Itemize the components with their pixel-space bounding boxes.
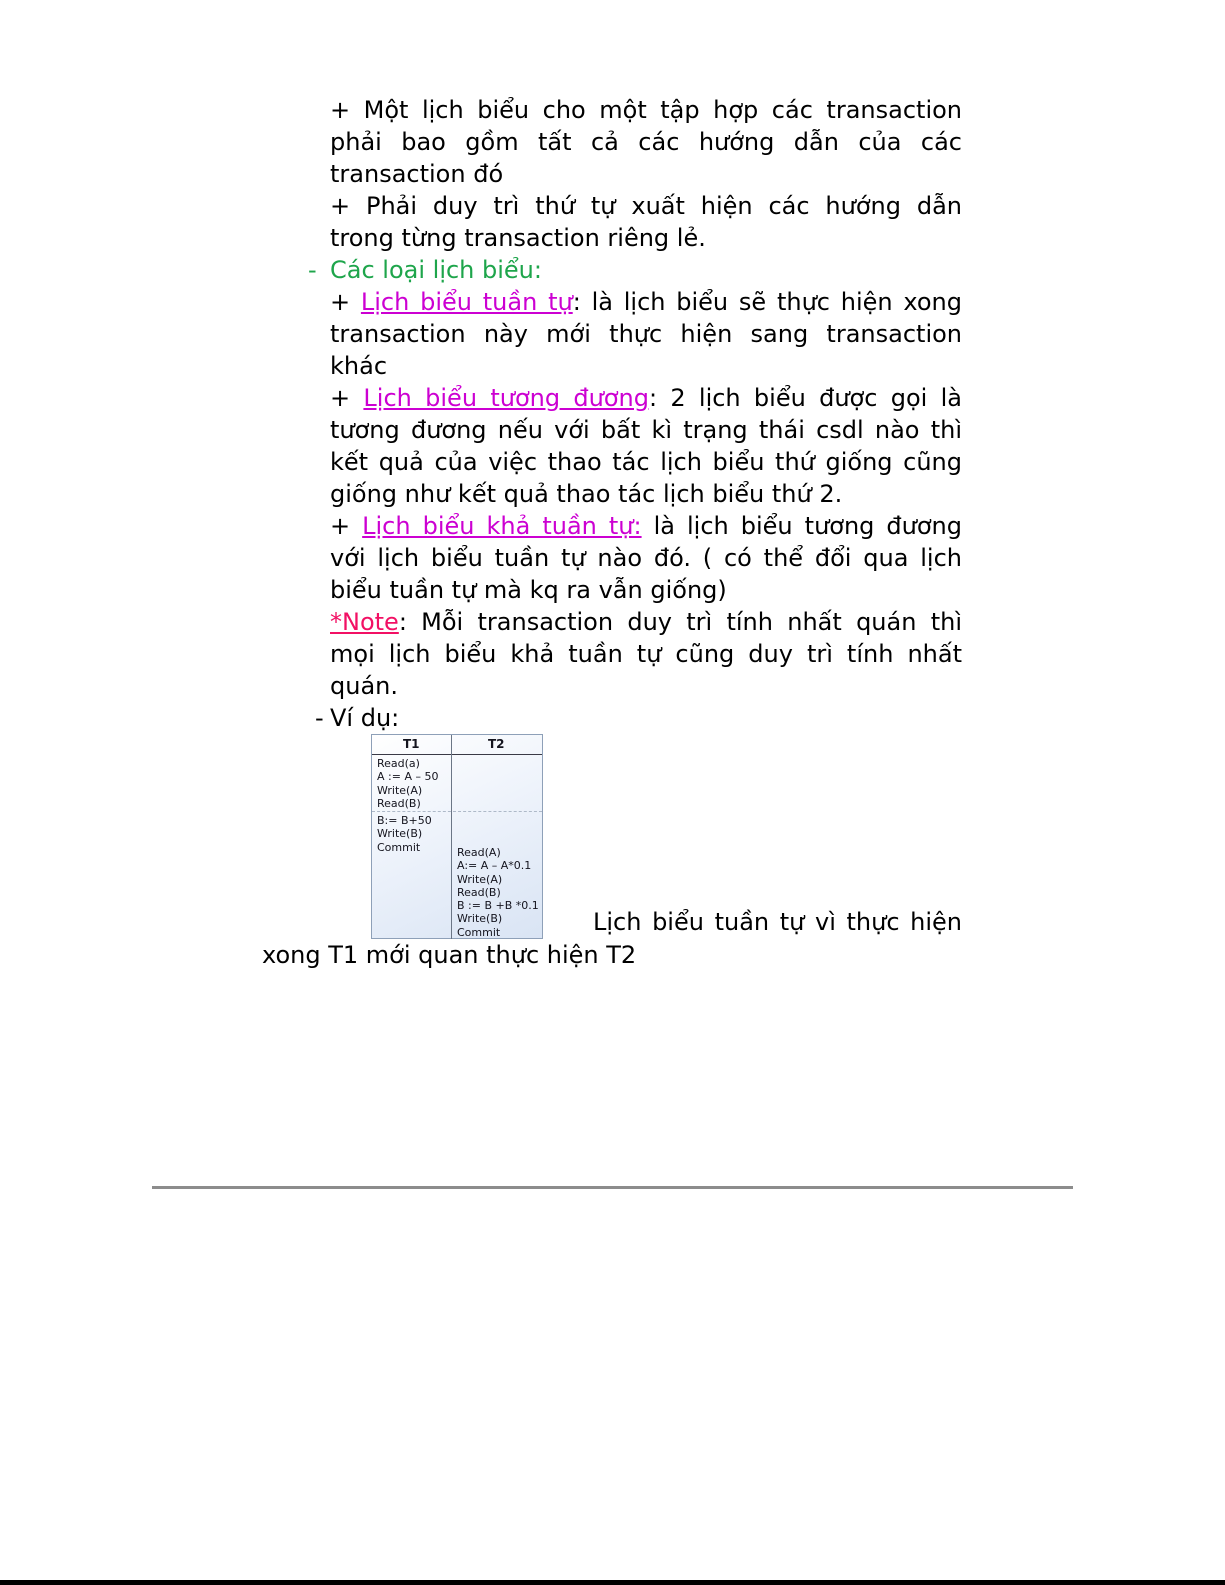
para4-line3	[330, 446, 962, 478]
para1-line1	[330, 94, 962, 126]
para3-after: : là lịch biểu sẽ thực hiện xong	[572, 288, 962, 316]
para5-line1	[330, 510, 962, 542]
para4-line4	[330, 478, 962, 510]
para2-line1	[330, 190, 962, 222]
para4-line2-text: tương đương nếu với bất kì trạng thái csdl nào thì	[330, 416, 962, 444]
t2-op: Read(B)	[457, 885, 501, 899]
transaction-schedule-table	[371, 734, 543, 939]
note-label: *Note	[330, 608, 399, 636]
t2-op: B := B +B *0.1	[457, 899, 539, 913]
para3-line2-text: transaction này mới thực hiện sang transaction	[330, 320, 962, 348]
bullet-example	[315, 702, 962, 734]
note-after: : Mỗi transaction duy trì tính nhất quán thì	[398, 608, 962, 636]
column-header-t1: T1	[402, 737, 420, 751]
bullet-schedule-types-label: Các loại lịch biểu:	[330, 256, 542, 284]
note-line2	[330, 638, 962, 670]
bullet-dash: -	[308, 256, 317, 284]
t1-op: Read(a)	[377, 757, 420, 770]
para1-line1-text: + Một lịch biểu cho một tập hợp các transaction	[330, 96, 962, 124]
t2-operations	[457, 846, 539, 939]
para1-line3	[330, 158, 962, 190]
para3-line3	[330, 350, 962, 382]
document-body	[262, 94, 962, 971]
para1-line2-text: phải bao gồm tất cả các hướng dẫn của các	[330, 128, 962, 156]
para4-line1	[330, 382, 962, 414]
bullet-example-label: Ví dụ:	[330, 704, 400, 732]
para2-line2-text: trong từng transaction riêng lẻ.	[330, 224, 706, 252]
para3-line1	[330, 286, 962, 318]
para2-line2	[330, 222, 962, 254]
schedule-table-header	[372, 735, 542, 755]
example-caption-line2-text: xong T1 mới quan thực hiện T2	[262, 941, 637, 969]
column-divider	[451, 735, 452, 939]
para5-plus: +	[330, 512, 363, 540]
bullet-example-dash: -	[315, 704, 324, 732]
t1-op: A := A – 50	[377, 770, 439, 784]
page-bottom-edge	[0, 1580, 1225, 1585]
example-caption-line1-text: Lịch biểu tuần tự vì thực hiện	[593, 908, 962, 936]
link-equivalent-schedule[interactable]: Lịch biểu tương đương	[363, 384, 649, 412]
t2-op: A:= A – A*0.1	[457, 859, 532, 873]
link-serial-schedule[interactable]: Lịch biểu tuần tự	[360, 288, 573, 316]
t1-op: Write(B)	[377, 827, 423, 841]
para4-after: : 2 lịch biểu được gọi là	[648, 384, 962, 412]
para4-line4-text: giống như kết quả thao tác lịch biểu thứ 2.	[330, 480, 843, 508]
column-header-t2: T2	[487, 737, 505, 751]
note-line1	[330, 606, 962, 638]
para5-line2	[330, 542, 962, 574]
para3-plus: +	[330, 288, 361, 316]
link-serializable-schedule[interactable]: Lịch biểu khả tuần tự:	[362, 512, 642, 540]
schedule-table-body	[372, 755, 542, 939]
bullet-schedule-types	[308, 254, 962, 286]
t1-operations	[377, 757, 438, 854]
note-line3-text: quán.	[330, 672, 398, 700]
para3-line2	[330, 318, 962, 350]
t1-op: B:= B+50	[377, 814, 432, 828]
t1-op: Commit	[377, 840, 421, 854]
para5-line2-text: với lịch biểu tuần tự nào đó. ( có thể đổi qua lịch	[330, 544, 962, 572]
example-caption-line2	[262, 939, 962, 971]
note-line2-text: mọi lịch biểu khả tuần tự cũng duy trì tính nhất	[330, 640, 962, 668]
para5-line3-text: biểu tuần tự mà kq ra vẫn giống)	[330, 576, 727, 604]
para4-line2	[330, 414, 962, 446]
t1-op: Read(B)	[377, 796, 421, 810]
para3-line3-text: khác	[330, 352, 388, 380]
t2-op: Read(A)	[457, 846, 501, 859]
example-block	[262, 734, 962, 939]
para4-line3-text: kết quả của việc thao tác lịch biểu thứ giống cũng	[330, 448, 962, 476]
example-caption-line1	[543, 906, 962, 939]
t1-op: Write(A)	[377, 783, 423, 797]
para4-plus: +	[330, 384, 364, 412]
para5-after: là lịch biểu tương đương	[641, 512, 962, 540]
t2-op: Write(B)	[457, 912, 503, 926]
horizontal-rule	[152, 1186, 1073, 1189]
t2-op: Commit	[457, 925, 501, 939]
para5-line3	[330, 574, 962, 606]
note-line3	[330, 670, 962, 702]
para1-line2	[330, 126, 962, 158]
para1-line3-text: transaction đó	[330, 160, 504, 188]
para2-line1-text: + Phải duy trì thứ tự xuất hiện các hướng dẫn	[330, 192, 962, 220]
t2-op: Write(A)	[457, 872, 503, 886]
